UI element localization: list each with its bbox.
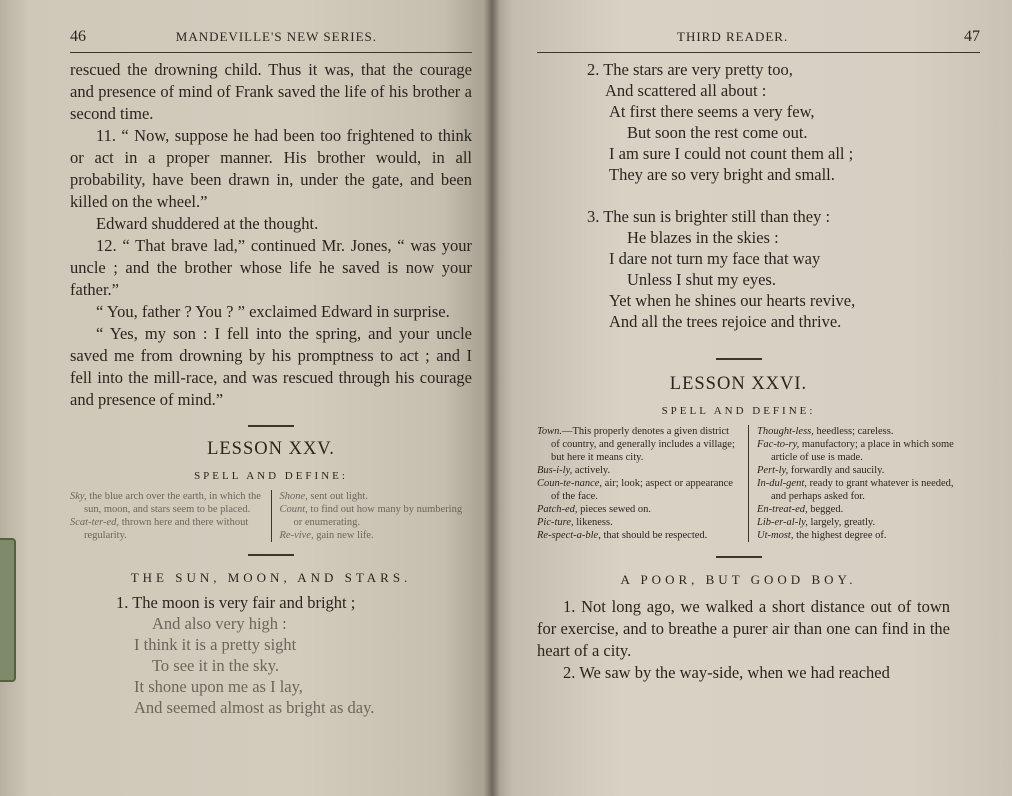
poem-stanza-3 — [537, 206, 940, 332]
vocabulary-column-left — [70, 490, 272, 542]
vocab-definition: —This properly denotes a given district of country, and generally includes a village; but here it means city. — [551, 426, 735, 463]
vocab-definition: to find out how many by numbering or enumerating. — [293, 504, 463, 528]
vocab-definition: air; look; aspect or appearance of the face. — [551, 478, 733, 502]
left-head-rule — [70, 52, 472, 53]
vocab-word: Pic-ture, — [537, 517, 574, 528]
poem-line: To see it in the sky. — [152, 656, 280, 675]
vocab-word: Fac-to-ry, — [757, 439, 800, 450]
lesson-title: LESSON XXV. — [207, 439, 335, 459]
paragraph: Edward shuddered at the thought. — [96, 214, 319, 233]
vocab-item — [757, 438, 960, 464]
vocab-word: Town. — [537, 426, 563, 437]
poem-stanza-2 — [537, 59, 940, 185]
vocab-item — [757, 425, 960, 438]
poem — [70, 592, 472, 718]
left-prose — [70, 59, 472, 411]
poem-line: And scattered all about : — [605, 81, 767, 100]
poem-line: 2. The stars are very pretty too, — [587, 60, 793, 79]
vocab-item — [537, 529, 740, 542]
paragraph: 12. “ That brave lad,” continued Mr. Jones, “ was your uncle ; and the brother whose life he saved is now your father.” — [70, 236, 472, 299]
right-page — [492, 0, 1012, 796]
vocab-definition: pieces sewed on. — [580, 504, 652, 515]
vocab-word: Thought-less, — [757, 426, 814, 437]
vocab-word: Coun-te-nance, — [537, 478, 603, 489]
vocab-definition: begged. — [810, 504, 844, 515]
right-running-head — [537, 28, 980, 46]
paragraph: 11. “ Now, suppose he had been too frightened to think or act in a proper manner. His brother would, in all probability, have been drawn in, under the gate, and been killed on the wheel.” — [70, 126, 472, 211]
vocabulary-column-right — [272, 490, 473, 542]
vocab-item — [280, 490, 473, 503]
vocab-word: In-dul-gent, — [757, 478, 807, 489]
vocab-item — [757, 503, 960, 516]
section-divider — [248, 425, 294, 427]
vocab-item — [537, 477, 740, 503]
vocab-definition: largely, greatly. — [810, 517, 876, 528]
vocab-item — [537, 425, 740, 464]
vocab-word: Lib-er-al-ly, — [757, 517, 808, 528]
vocab-item — [757, 529, 960, 542]
vocab-word: En-treat-ed, — [757, 504, 808, 515]
vocab-item — [757, 516, 960, 529]
poem-line: 3. The sun is brighter still than they : — [587, 207, 831, 226]
vocab-item — [70, 516, 263, 542]
vocabulary-column-left — [537, 425, 749, 542]
vocab-item — [537, 503, 740, 516]
section-divider — [716, 358, 762, 360]
poem-line: At first there seems a very few, — [609, 102, 815, 121]
vocab-word: Pert-ly, — [757, 465, 789, 476]
spell-define-heading: SPELL AND DEFINE: — [661, 405, 816, 417]
vocab-word: Sky, — [70, 491, 87, 502]
vocab-item — [70, 490, 263, 516]
left-page — [0, 0, 492, 796]
vocab-definition: that should be respected. — [603, 530, 708, 541]
vocab-word: Count, — [279, 504, 308, 515]
vocab-definition: sent out light. — [310, 491, 368, 502]
vocab-word: Shone, — [279, 491, 308, 502]
right-head-rule — [537, 52, 980, 53]
book-spine-shadow — [484, 0, 500, 796]
vocab-definition: forwardly and saucily. — [790, 465, 885, 476]
poem-line: I am sure I could not count them all ; — [609, 144, 854, 163]
vocab-definition: likeness. — [576, 517, 613, 528]
poem-line: Unless I shut my eyes. — [627, 270, 776, 289]
story-title: A POOR, BUT GOOD BOY. — [620, 572, 857, 587]
vocab-word: Re-spect-a-ble, — [537, 530, 601, 541]
page-clip — [0, 538, 16, 682]
section-divider — [716, 556, 762, 558]
vocab-definition: heedless; careless. — [816, 426, 894, 437]
vocab-definition: actively. — [574, 465, 611, 476]
vocab-item — [757, 477, 960, 503]
vocab-word: Ut-most, — [757, 530, 794, 541]
paragraph: rescued the drowning child. Thus it was, that the courage and presence of mind of Frank saved the life of his brother a second time. — [70, 60, 472, 123]
vocabulary-column-right — [749, 425, 960, 542]
spell-define-heading: SPELL AND DEFINE: — [194, 470, 348, 482]
paragraph: 1. Not long ago, we walked a short distance out of town for exercise, and to breathe a purer air than one can find in the heart of a city. — [537, 597, 950, 660]
vocab-definition: thrown here and there without regularity. — [84, 517, 249, 541]
poem-line: He blazes in the skies : — [627, 228, 779, 247]
vocab-word: Patch-ed, — [537, 504, 578, 515]
vocab-item — [537, 464, 740, 477]
poem-title: THE SUN, MOON, AND STARS. — [130, 570, 412, 585]
right-page-number: 47 — [964, 28, 980, 45]
right-running-title: THIRD READER. — [677, 29, 789, 44]
vocab-word: Scat-ter-ed, — [70, 517, 120, 528]
poem-line: And seemed almost as bright as day. — [134, 698, 375, 717]
paragraph: 2. We saw by the way-side, when we had reached — [563, 663, 890, 682]
paragraph: “ Yes, my son : I fell into the spring, and your uncle saved me from drowning by his promptness to act ; and I fell into the mill-race, and was rescued through his courage and presence of mind.” — [70, 324, 472, 409]
poem-line: 1. The moon is very fair and bright ; — [116, 593, 356, 612]
vocab-definition: ready to grant whatever is needed, and perhaps asked for. — [771, 478, 954, 502]
paragraph: “ You, father ? You ? ” exclaimed Edward in surprise. — [96, 302, 450, 321]
poem-line: But soon the rest come out. — [627, 123, 808, 142]
lesson-title: LESSON XXVI. — [669, 374, 808, 394]
poem-line: And all the trees rejoice and thrive. — [609, 312, 842, 331]
poem-line: They are so very bright and small. — [609, 165, 835, 184]
vocabulary-list — [70, 490, 472, 542]
poem-line: Yet when he shines our hearts revive, — [609, 291, 856, 310]
vocab-word: Re-vive, — [279, 530, 314, 541]
left-running-head — [70, 28, 472, 46]
vocab-definition: the highest degree of. — [796, 530, 887, 541]
right-prose — [537, 596, 950, 684]
vocab-definition: manufactory; a place in which some article of use is made. — [771, 439, 954, 463]
poem-line: I dare not turn my face that way — [609, 249, 821, 268]
poem-line: And also very high : — [152, 614, 287, 633]
vocab-item — [280, 503, 473, 529]
vocab-item — [537, 516, 740, 529]
vocab-item — [280, 529, 473, 542]
left-running-title: MANDEVILLE'S NEW SERIES. — [175, 29, 377, 44]
section-divider — [248, 554, 294, 556]
vocab-definition: the blue arch over the earth, in which the sun, moon, and stars seem to be placed. — [84, 491, 261, 515]
vocab-word: Bus-i-ly, — [537, 465, 573, 476]
poem-line: It shone upon me as I lay, — [134, 677, 303, 696]
vocabulary-list — [537, 425, 960, 542]
vocab-definition: gain new life. — [316, 530, 374, 541]
poem-line: I think it is a pretty sight — [134, 635, 297, 654]
left-page-number: 46 — [70, 28, 86, 45]
vocab-item — [757, 464, 960, 477]
